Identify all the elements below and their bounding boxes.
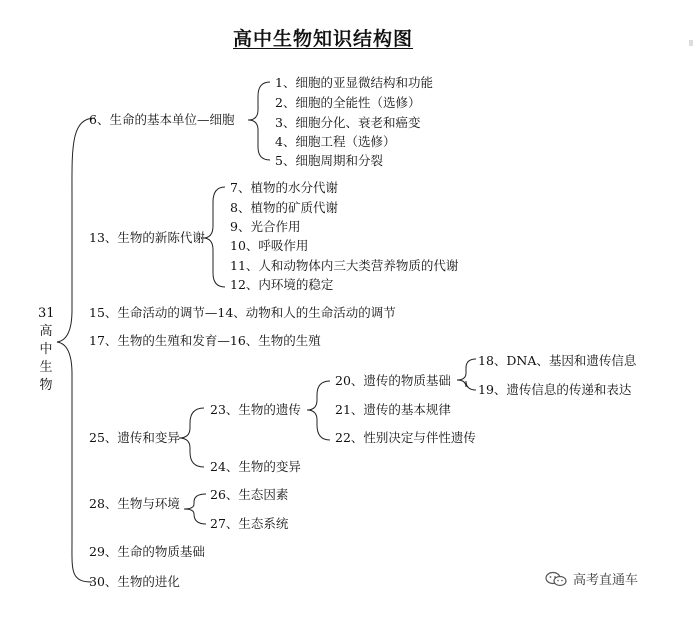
wechat-icon	[545, 571, 567, 587]
node-19: 19、遗传信息的传递和表达	[478, 382, 632, 397]
diagram-title: 高中生物知识结构图	[233, 28, 414, 50]
brace-inheritance	[307, 381, 330, 440]
node-1: 1、细胞的亚显微结构和功能	[275, 75, 433, 90]
node-15: 15、生命活动的调节—14、动物和人的生命活动的调节	[89, 305, 396, 320]
node-9: 9、光合作用	[230, 219, 301, 234]
node-6: 6、生命的基本单位—细胞	[89, 112, 235, 127]
node-5: 5、细胞周期和分裂	[275, 153, 383, 168]
root-number: 31	[38, 306, 55, 321]
node-8: 8、植物的矿质代谢	[230, 200, 338, 215]
node-22: 22、性别决定与伴性遗传	[335, 430, 476, 445]
node-10: 10、呼吸作用	[230, 238, 309, 253]
node-7: 7、植物的水分代谢	[230, 180, 338, 195]
root-char: 物	[39, 378, 53, 393]
brace-heredity	[179, 408, 204, 467]
node-24: 24、生物的变异	[210, 459, 301, 474]
node-13: 13、生物的新陈代谢	[89, 230, 205, 245]
node-18: 18、DNA、基因和遗传信息	[478, 353, 637, 368]
node-21: 21、遗传的基本规律	[335, 402, 451, 417]
node-20: 20、遗传的物质基础	[335, 373, 451, 388]
node-2: 2、细胞的全能性（选修）	[275, 95, 421, 110]
node-30: 30、生物的进化	[89, 574, 180, 589]
node-3: 3、细胞分化、衰老和癌变	[275, 115, 421, 130]
node-26: 26、生态因素	[210, 487, 289, 502]
node-27: 27、生态系统	[210, 516, 289, 531]
node-17: 17、生物的生殖和发育—16、生物的生殖	[89, 333, 321, 348]
node-28: 28、生物与环境	[89, 496, 180, 511]
node-11: 11、人和动物体内三大类营养物质的代谢	[230, 258, 459, 273]
brace-metabolism	[203, 187, 225, 287]
edge-artifact	[689, 40, 693, 46]
node-29: 29、生命的物质基础	[89, 544, 205, 559]
watermark	[545, 569, 638, 588]
node-23: 23、生物的遗传	[210, 402, 301, 417]
root-char: 高	[39, 324, 53, 339]
node-4: 4、细胞工程（选修）	[275, 134, 396, 149]
node-25: 25、遗传和变异	[89, 430, 180, 445]
root-char: 生	[39, 360, 53, 375]
watermark-text: 高考直通车	[573, 573, 639, 588]
brace-material-basis	[457, 359, 476, 390]
brace-environment	[184, 494, 206, 524]
brace-main	[57, 118, 95, 582]
root-char: 中	[39, 342, 53, 357]
node-12: 12、内环境的稳定	[230, 277, 334, 292]
brace-cell	[248, 82, 270, 160]
